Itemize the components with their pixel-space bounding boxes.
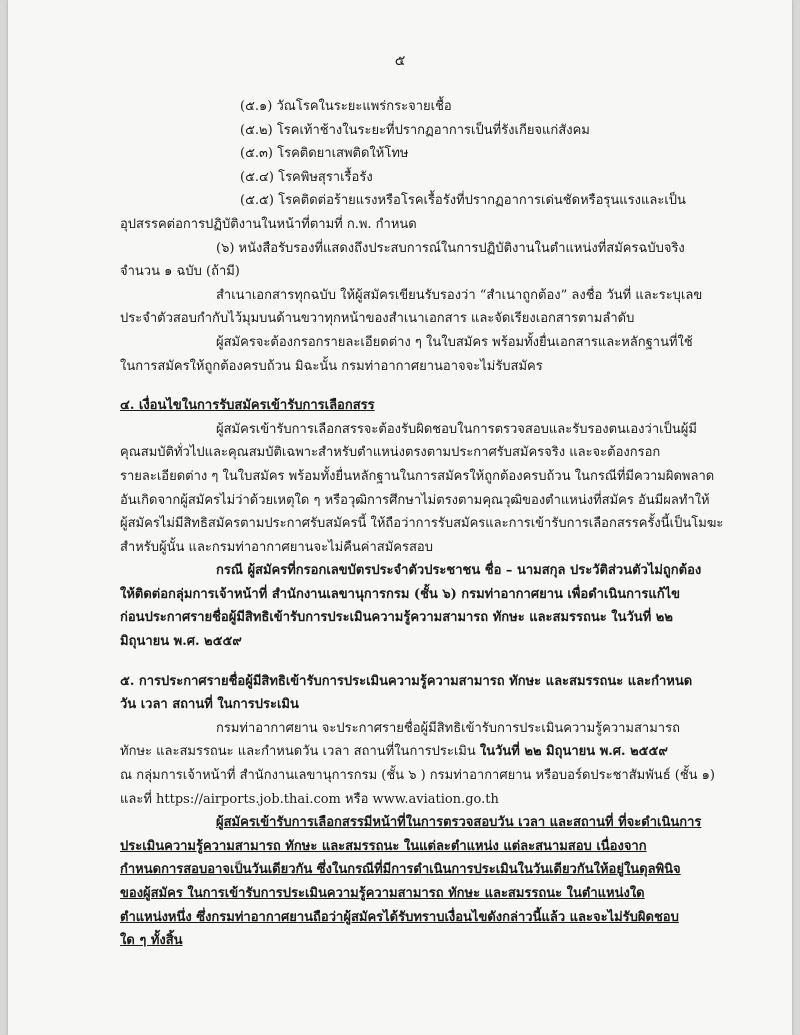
section-4-bold-line: ก่อนประกาศรายชื่อผู้มีสิทธิเข้ารับการประเมินความรู้ความสามารถ ทักษะ และสมรรถนะ ในวันที่ ๒๒ bbox=[120, 610, 673, 626]
complete-note-line: ในการสมัครให้ถูกต้องครบถ้วน มิฉะนั้น กรมท่าอากาศยานอาจจะไม่รับสมัคร bbox=[120, 358, 543, 374]
section-4-paragraph-line: รายละเอียดต่าง ๆ ในใบสมัคร พร้อมทั้งยื่นหลักฐานในการสมัครให้ถูกต้องครบถ้วน ในกรณีที่มีความผิดพลาด bbox=[120, 468, 715, 484]
section-4-bold-line: กรณี ผู้สมัครที่กรอกเลขบัตรประจำตัวประชาชน ชื่อ – นามสกุล ประวัติส่วนตัวไม่ถูกต้อง bbox=[216, 563, 702, 579]
document-page bbox=[8, 0, 792, 1035]
section-5-notice-line: ประเมินความรู้ความสามารถ ทักษะ และสมรรถนะ ในแต่ละตำแหน่ง แต่ละสนามสอบ เนื่องจาก bbox=[120, 838, 647, 854]
section-4-bold-line: มิถุนายน พ.ศ. ๒๕๕๙ bbox=[120, 634, 242, 650]
copy-note-line: ประจำตัวสอบกำกับไว้มุมบนด้านขวาทุกหน้าของสำเนาเอกสาร และจัดเรียงเอกสารตามลำดับ bbox=[120, 311, 635, 327]
section-4-bold-line: ให้ติดต่อกลุ่มการเจ้าหน้าที่ สำนักงานเลขานุการกรม (ชั้น ๖) กรมท่าอากาศยาน เพื่อดำเนินการแก้ไข bbox=[120, 586, 681, 602]
section-4-paragraph-line: ผู้สมัครเข้ารับการเลือกสรรจะต้องรับผิดชอบในการตรวจสอบและรับรองตนเองว่าเป็นผู้มี bbox=[216, 421, 697, 437]
list-item: (๕.๔) โรคพิษสุราเรื้อรัง bbox=[240, 169, 373, 185]
item-6-line: (๖) หนังสือรับรองที่แสดงถึงประสบการณ์ในการปฏิบัติงานในตำแหน่งที่สมัครฉบับจริง bbox=[216, 240, 685, 256]
section-5-paragraph-line: ณ กลุ่มการเจ้าหน้าที่ สำนักงานเลขานุการกรม (ชั้น ๖ ) กรมท่าอากาศยาน หรือบอร์ดประชาสัมพันธ์ (ชั้น ๑) bbox=[120, 768, 715, 784]
list-item: (๕.๓) โรคติดยาเสพติดให้โทษ bbox=[240, 146, 409, 162]
section-5-heading: วัน เวลา สถานที่ ในการประเมิน bbox=[120, 697, 299, 713]
section-5-notice-line: ใด ๆ ทั้งสิ้น bbox=[120, 933, 183, 949]
list-item: (๕.๕) โรคติดต่อร้ายแรงหรือโรคเรื้อรังที่ปรากฏอาการเด่นชัดหรือรุนแรงและเป็น bbox=[240, 193, 686, 209]
section-5-notice-line: ของผู้สมัคร ในการเข้ารับการประเมินความรู้ความสามารถ ทักษะ และสมรรถนะ ในตำแหน่งใด bbox=[120, 886, 645, 901]
section-5-heading: ๕. การประกาศรายชื่อผู้มีสิทธิเข้ารับการประเมินความรู้ความสามารถ ทักษะ และสมรรถนะ และกำหนด bbox=[120, 673, 693, 689]
section-5-paragraph-line bbox=[120, 740, 730, 764]
list-item-continuation: อุปสรรคต่อการปฏิบัติงานในหน้าที่ตามที่ ก.พ. กำหนด bbox=[120, 216, 417, 232]
section-5-paragraph-line: กรมท่าอากาศยาน จะประกาศรายชื่อผู้มีสิทธิเข้ารับการประเมินความรู้ความสามารถ bbox=[216, 720, 680, 736]
section-5-notice-line: ตำแหน่งหนึ่ง ซึ่งกรมท่าอากาศยานถือว่าผู้สมัครได้รับทราบเงื่อนไขดังกล่าวนี้แล้ว และจะไม่รับผิดชอบ bbox=[120, 909, 679, 925]
section-4-paragraph-line: อันเกิดจากผู้สมัครไม่ว่าด้วยเหตุใด ๆ หรือวุฒิการศึกษาไม่ตรงตามคุณวุฒิของตำแหน่งที่สมัคร อันมีผลทำให้ bbox=[120, 492, 710, 508]
complete-note-line: ผู้สมัครจะต้องกรอกรายละเอียดต่าง ๆ ในใบสมัคร พร้อมทั้งยื่นเอกสารและหลักฐานที่ใช้ bbox=[216, 334, 693, 350]
section-5-date-emphasis: ในวันที่ ๒๒ มิถุนายน พ.ศ. ๒๕๕๙ bbox=[479, 744, 668, 760]
section-5-text: ทักษะ และสมรรถนะ และกำหนดวัน เวลา สถานที่ในการประเมิน bbox=[120, 744, 480, 760]
section-4-paragraph-line: สำหรับผู้นั้น และกรมท่าอากาศยานจะไม่คืนค่าสมัครสอบ bbox=[120, 539, 433, 555]
page-number: ๕ bbox=[394, 53, 406, 69]
section-4-paragraph-line: ผู้สมัครไม่มีสิทธิสมัครตามประกาศรับสมัครนี้ ให้ถือว่าการรับสมัครและการเข้ารับการเลือกสรรครั้งนี้เป็นโมฆะ bbox=[120, 516, 724, 532]
section-4-paragraph-line: คุณสมบัติทั่วไปและคุณสมบัติเฉพาะสำหรับตำแหน่งตรงตามประกาศรับสมัครจริง และจะต้องกรอก bbox=[120, 445, 661, 461]
section-4-heading: ๔. เงื่อนไขในการรับสมัครเข้ารับการเลือกสรร bbox=[120, 398, 375, 414]
section-5-notice-line: ผู้สมัครเข้ารับการเลือกสรรมีหน้าที่ในการตรวจสอบวัน เวลา และสถานที่ ที่จะดำเนินการ bbox=[216, 815, 702, 831]
list-item: (๕.๒) โรคเท้าช้างในระยะที่ปรากฏอาการเป็นที่รังเกียจแก่สังคม bbox=[240, 122, 590, 138]
list-item: (๕.๑) วัณโรคในระยะแพร่กระจายเชื้อ bbox=[240, 99, 452, 114]
section-5-paragraph-line: และที่ https://airports.job.thai.com หรือ www.aviation.go.th bbox=[120, 791, 499, 807]
document-body bbox=[120, 95, 730, 953]
item-6-line: จำนวน ๑ ฉบับ (ถ้ามี) bbox=[120, 264, 240, 280]
copy-note-line: สำเนาเอกสารทุกฉบับ ให้ผู้สมัครเขียนรับรองว่า “สำเนาถูกต้อง” ลงชื่อ วันที่ และระบุเลข bbox=[216, 287, 703, 303]
section-5-notice-line: กำหนดการสอบอาจเป็นวันเดียวกัน ซึ่งในกรณีที่มีการดำเนินการประเมินในวันเดียวกันให้อยู่ในดุลพินิจ bbox=[120, 862, 681, 878]
